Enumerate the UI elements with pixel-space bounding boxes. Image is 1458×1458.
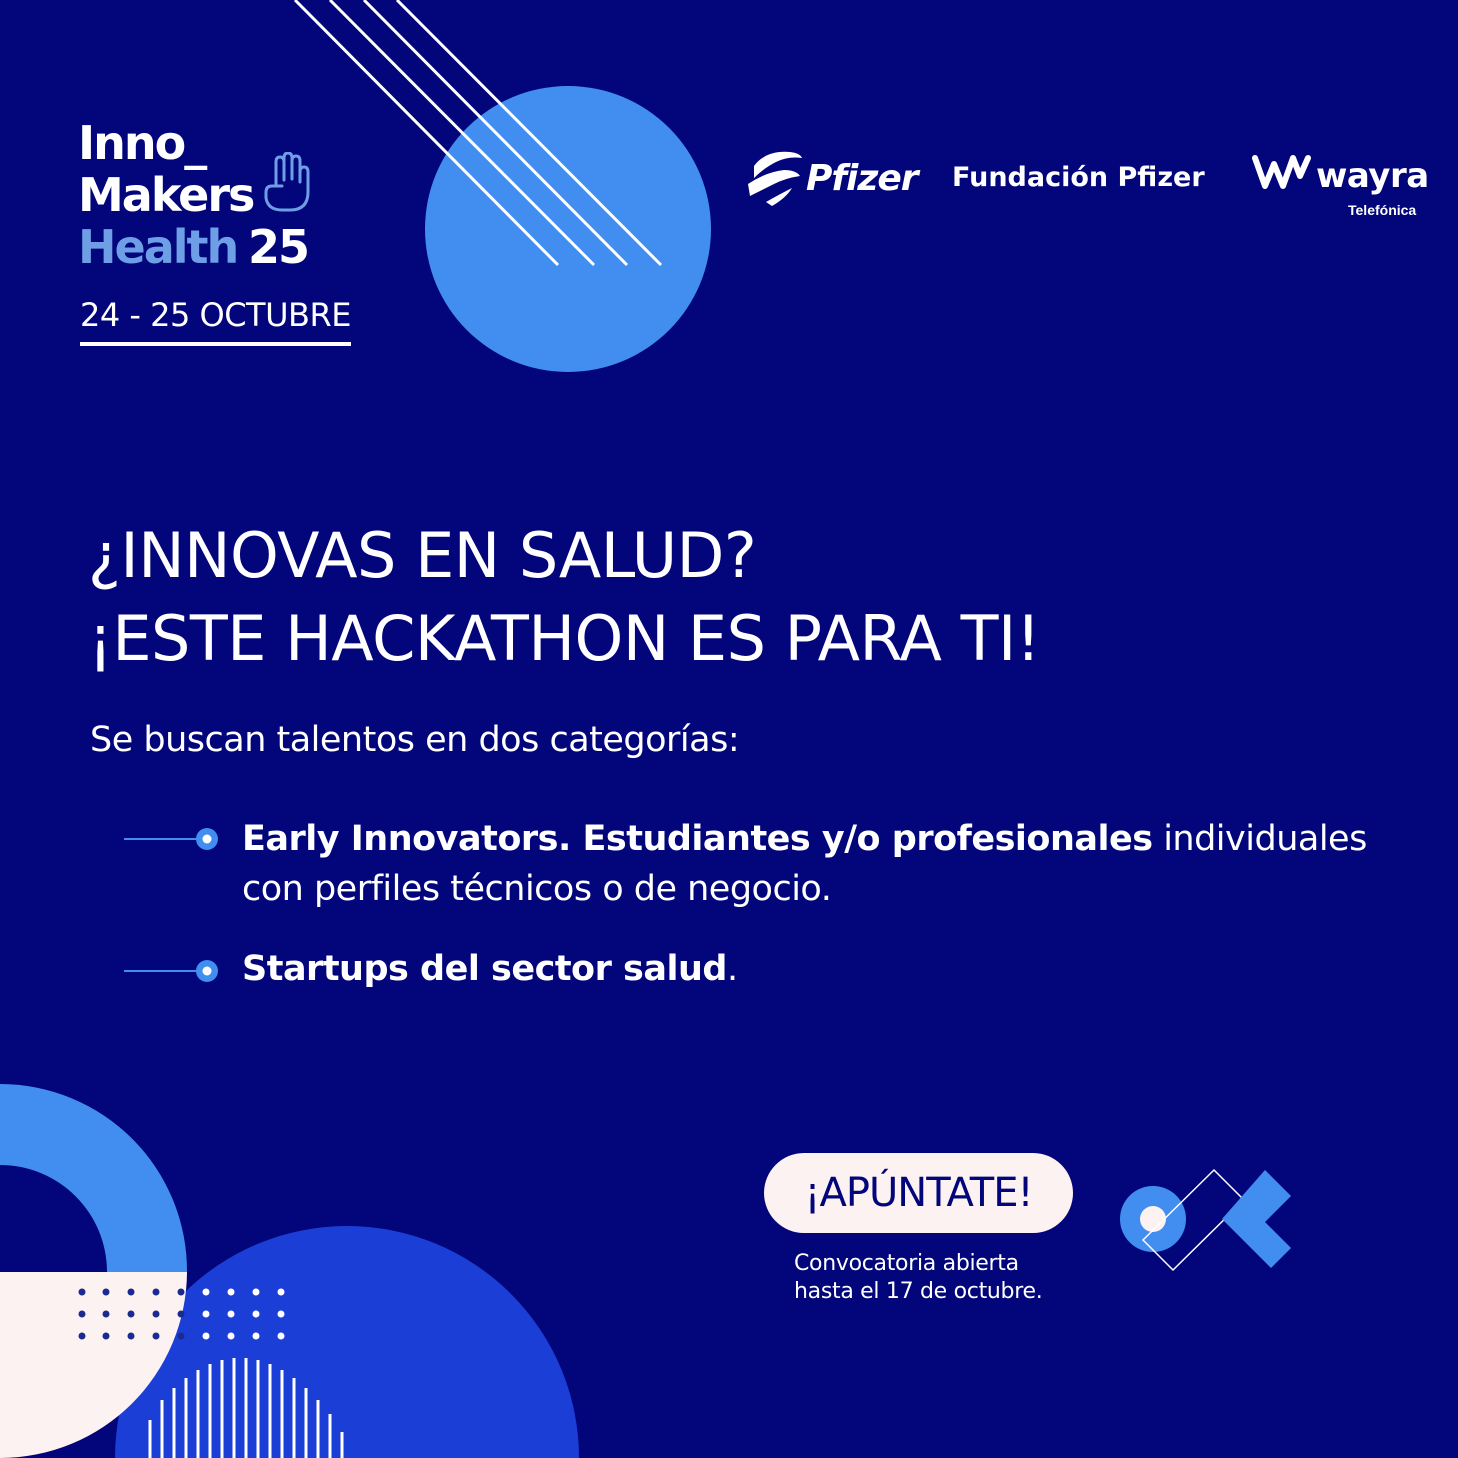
logo-line-makers: Makers <box>78 168 254 222</box>
bottom-left-arc-shape <box>0 1084 187 1272</box>
pfizer-logo-icon <box>746 144 806 213</box>
headline-line-1: ¿INNOVAS EN SALUD? <box>88 519 757 592</box>
deadline-note <box>794 1250 1042 1306</box>
logo-line-number: 25 <box>248 220 309 274</box>
telefonica-logo-text: Telefónica <box>1348 202 1417 218</box>
logo-line-health: Health <box>78 220 238 274</box>
category-2-rest: . <box>726 949 738 989</box>
deadline-note-line-1: Convocatoria abierta <box>794 1251 1019 1276</box>
raised-hand-icon <box>262 152 312 219</box>
category-1-bold: Early Innovators. Estudiantes y/o profesionales <box>242 819 1153 859</box>
headline-line-2: ¡ESTE HACKATHON ES PARA TI! <box>88 602 1041 675</box>
category-1-line2: con perfiles técnicos o de negocio. <box>242 869 832 909</box>
category-2-bold: Startups del sector salud <box>242 949 727 989</box>
logo-line-inno: Inno_ <box>78 116 206 170</box>
circle-chevron-icon <box>1120 1170 1291 1270</box>
event-dates: 24 - 25 OCTUBRE <box>80 296 351 346</box>
bullet-markers <box>124 828 218 982</box>
fundacion-pfizer-logo: Fundación Pfizer <box>952 162 1205 193</box>
deadline-note-line-2: hasta el 17 de octubre. <box>794 1279 1043 1304</box>
wayra-logo-text: wayra <box>1316 156 1429 196</box>
signup-button[interactable]: ¡APÚNTATE! <box>764 1153 1073 1233</box>
category-startups <box>242 944 738 994</box>
category-1-rest: individuales <box>1152 819 1367 859</box>
wayra-logo-icon <box>1252 154 1312 195</box>
intro-text: Se buscan talentos en dos categorías: <box>90 720 740 760</box>
pfizer-logo-text: Pfizer <box>806 158 918 199</box>
top-circle-shape <box>425 86 711 372</box>
category-early-innovators <box>242 814 1367 914</box>
